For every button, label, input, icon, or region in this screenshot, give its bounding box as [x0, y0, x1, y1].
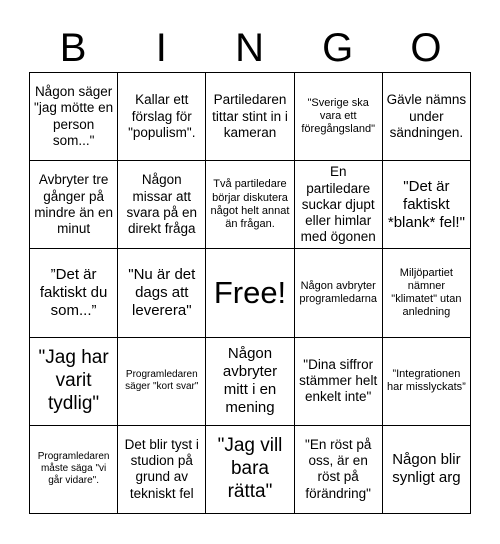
bingo-cell-6[interactable]: Avbryter tre gånger på mindre än en minut [30, 161, 118, 249]
bingo-cell-2[interactable]: Kallar ett förslag för "populism". [118, 73, 206, 161]
bingo-cell-4[interactable]: "Sverige ska vara ett föregångsland" [295, 73, 383, 161]
bingo-cell-21[interactable]: Programledaren måste säga "vi går vidare". [30, 426, 118, 514]
bingo-cell-7[interactable]: Någon missar att svara på en direkt fråga [118, 161, 206, 249]
bingo-cell-3[interactable]: Partiledaren tittar stint in i kameran [206, 73, 294, 161]
bingo-cell-8[interactable]: Två partiledare börjar diskutera något helt annat än frågan. [206, 161, 294, 249]
bingo-cell-10[interactable]: "Det är faktiskt *blank* fel!" [383, 161, 471, 249]
header-letter-n: N [235, 26, 264, 70]
bingo-cell-23[interactable]: "Jag vill bara rätta" [206, 426, 294, 514]
header-letter-g: G [322, 26, 354, 70]
header-letter-b: B [59, 26, 87, 70]
bingo-cell-22[interactable]: Det blir tyst i studion på grund av tekniskt fel [118, 426, 206, 514]
bingo-cell-14[interactable]: Någon avbryter programledarna [295, 249, 383, 337]
bingo-cell-11[interactable]: ”Det är faktiskt du som...” [30, 249, 118, 337]
bingo-cell-free[interactable]: Free! [206, 249, 294, 337]
bingo-cell-25[interactable]: Någon blir synligt arg [383, 426, 471, 514]
bingo-cell-24[interactable]: "En röst på oss, är en röst på förändring" [295, 426, 383, 514]
bingo-cell-16[interactable]: "Jag har varit tydlig" [30, 338, 118, 426]
bingo-cell-18[interactable]: Någon avbryter mitt i en mening [206, 338, 294, 426]
bingo-grid [29, 72, 471, 514]
bingo-cell-5[interactable]: Gävle nämns under sändningen. [383, 73, 471, 161]
bingo-cell-12[interactable]: "Nu är det dags att leverera" [118, 249, 206, 337]
bingo-cell-19[interactable]: "Dina siffror stämmer helt enkelt inte" [295, 338, 383, 426]
bingo-header [29, 25, 470, 71]
bingo-cell-9[interactable]: En partiledare suckar djupt eller himlar med ögonen [295, 161, 383, 249]
bingo-cell-17[interactable]: Programledaren säger "kort svar" [118, 338, 206, 426]
bingo-cell-1[interactable]: Någon säger "jag mötte en person som..." [30, 73, 118, 161]
bingo-cell-20[interactable]: ”Integrationen har misslyckats” [383, 338, 471, 426]
bingo-cell-15[interactable]: Miljöpartiet nämner "klimatet" utan anledning [383, 249, 471, 337]
header-letter-i: I [155, 26, 167, 70]
header-letter-o: O [410, 26, 442, 70]
